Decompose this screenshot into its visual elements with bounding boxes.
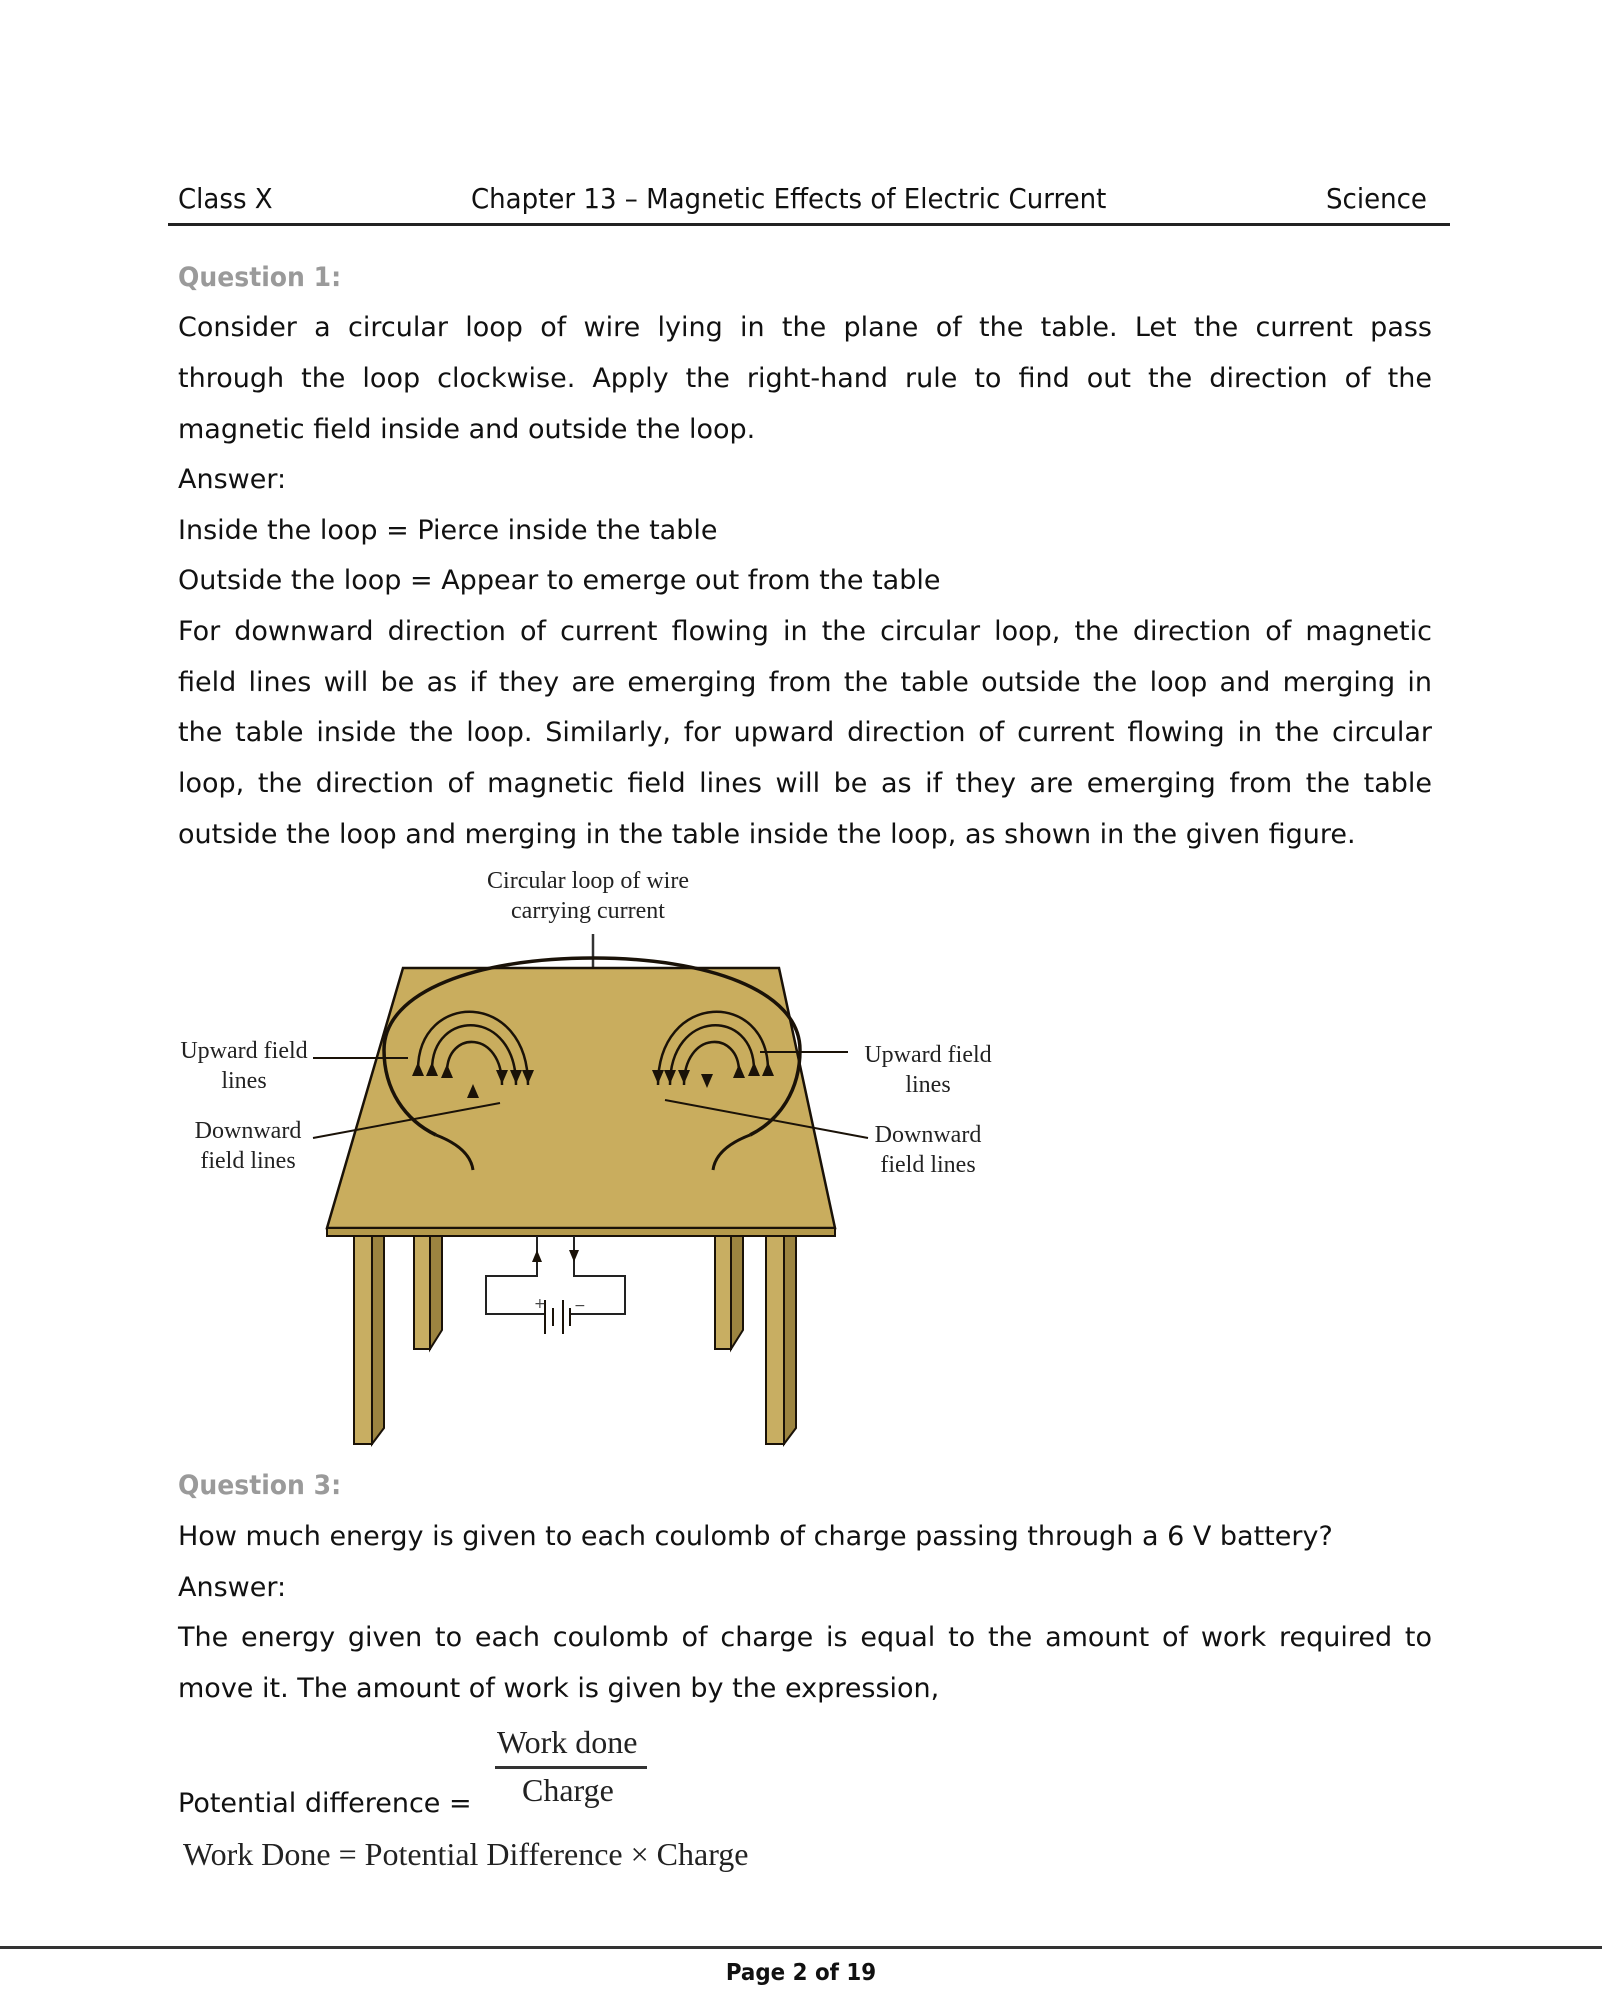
right-downward-label-2: field lines bbox=[880, 1152, 976, 1178]
answer-1-text-line: loop, the direction of magnetic field lines will be as if they are emerging from the table bbox=[178, 768, 1432, 799]
table-leg-front-left bbox=[354, 1234, 384, 1444]
caption-line-1: Circular loop of wire bbox=[487, 868, 689, 894]
table-leg-back-left bbox=[414, 1234, 442, 1349]
page-number: Page 2 of 19 bbox=[725, 1960, 877, 1986]
battery-circuit bbox=[486, 1236, 625, 1314]
left-upward-label-1: Upward field bbox=[180, 1038, 308, 1064]
header-chapter-title: Chapter 13 – Magnetic Effects of Electric Current bbox=[471, 182, 1107, 215]
current-down-arrow-icon bbox=[569, 1250, 579, 1262]
left-downward-label-1: Downward bbox=[194, 1118, 302, 1144]
table-leg-back-right bbox=[715, 1234, 743, 1349]
answer-3-text-line: The energy given to each coulomb of charge is equal to the amount of work required to bbox=[178, 1622, 1432, 1653]
left-downward-label-2: field lines bbox=[200, 1148, 296, 1174]
table-edge bbox=[327, 1228, 835, 1236]
formula-numerator: Work done bbox=[497, 1724, 638, 1760]
answer-1-label: Answer: bbox=[178, 464, 287, 495]
header-subject: Science bbox=[1326, 182, 1427, 215]
formula-denominator: Charge bbox=[522, 1772, 614, 1808]
right-upward-arrowheads bbox=[733, 1062, 774, 1078]
question-1-text-line: magnetic field inside and outside the loop. bbox=[178, 414, 756, 445]
header-class: Class X bbox=[178, 182, 273, 215]
answer-1-text-line: Outside the loop = Appear to emerge out from the table bbox=[178, 565, 941, 596]
question-1-title: Question 1: bbox=[178, 262, 342, 293]
formula-equation-2: Work Done = Potential Difference × Charge bbox=[183, 1836, 749, 1872]
formula-lhs: Potential difference = bbox=[178, 1788, 472, 1819]
magnetic-field-loop-figure bbox=[170, 860, 1020, 1460]
battery-minus-sign: − bbox=[574, 1298, 586, 1314]
current-up-arrow-icon bbox=[532, 1250, 542, 1262]
question-3-title: Question 3: bbox=[178, 1470, 342, 1501]
figure-caption bbox=[487, 868, 689, 924]
answer-1-text-line: the table inside the loop. Similarly, for upward direction of current flowing in the circular bbox=[178, 717, 1432, 748]
footer-divider bbox=[0, 1946, 1602, 1949]
left-upward-label-2: lines bbox=[221, 1068, 267, 1094]
question-3-text: How much energy is given to each coulomb of charge passing through a 6 V battery? bbox=[178, 1521, 1333, 1552]
table-leg-front-right bbox=[766, 1234, 796, 1444]
caption-line-2: carrying current bbox=[511, 898, 665, 924]
right-upward-label-1: Upward field bbox=[864, 1042, 992, 1068]
answer-1-text-line: Inside the loop = Pierce inside the table bbox=[178, 515, 718, 546]
right-upward-label-2: lines bbox=[905, 1072, 951, 1098]
question-1-text-line: Consider a circular loop of wire lying in the plane of the table. Let the current pass bbox=[178, 312, 1432, 343]
battery-plus-sign: + bbox=[534, 1296, 546, 1312]
battery-icon bbox=[545, 1300, 570, 1334]
answer-1-text-line: For downward direction of current flowing in the circular loop, the direction of magnetic bbox=[178, 616, 1432, 647]
answer-1-text-line: field lines will be as if they are emerging from the table outside the loop and merging in bbox=[178, 667, 1432, 698]
right-downward-label-1: Downward bbox=[874, 1122, 982, 1148]
question-1-text-line: through the loop clockwise. Apply the right-hand rule to find out the direction of the bbox=[178, 363, 1432, 394]
answer-1-text-line: outside the loop and merging in the table inside the loop, as shown in the given figure. bbox=[178, 819, 1356, 850]
answer-3-label: Answer: bbox=[178, 1572, 287, 1603]
header-divider bbox=[168, 223, 1450, 226]
answer-3-text-line: move it. The amount of work is given by the expression, bbox=[178, 1673, 940, 1704]
fraction-bar bbox=[495, 1766, 647, 1769]
